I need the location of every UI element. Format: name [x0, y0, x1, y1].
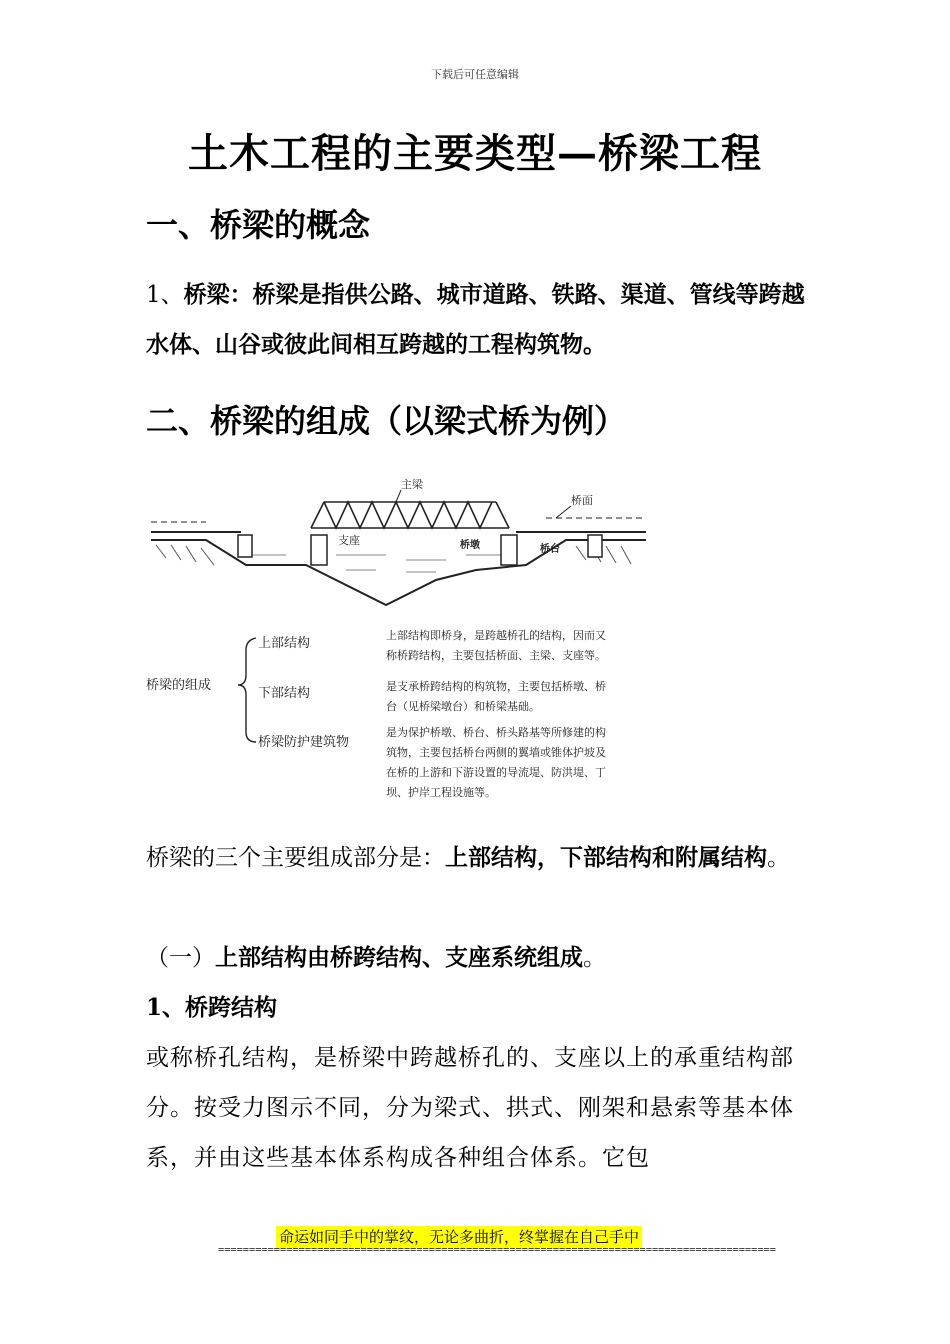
components-paragraph	[146, 833, 811, 883]
section1-heading: 一、桥梁的概念	[146, 206, 371, 244]
definition-paragraph	[146, 270, 811, 370]
subsection1-prefix: （一）	[146, 945, 215, 971]
definition-text: 桥梁：桥梁是指供公路、城市道路、铁路、渠道、管线等跨越水体、山谷或彼此间相互跨越的工程构筑物。	[146, 281, 805, 358]
label-pier: 桥墩	[460, 540, 480, 551]
tree-desc-upper-1: 上部结构即桥身，是跨越桥孔的结构，因而又	[386, 629, 606, 642]
tree-desc-lower-1: 是支承桥跨结构的构筑物，主要包括桥墩、桥	[386, 680, 606, 693]
label-bearing: 支座	[338, 534, 360, 547]
label-main-beam: 主梁	[401, 478, 423, 491]
header-note: 下载后可任意编辑	[431, 68, 519, 81]
tree-branch-protection: 桥梁防护建筑物	[258, 735, 350, 750]
tree-desc-protection-2: 筑物，主要包括桥台两侧的翼墙或锥体护坡及	[386, 746, 606, 759]
footer-rule: ==========================================================================================	[218, 1244, 776, 1256]
page-title: 土木工程的主要类型—桥梁工程	[188, 130, 762, 177]
tree-root: 桥梁的组成	[146, 678, 212, 693]
components-bold: 上部结构，下部结构和附属结构	[445, 844, 767, 871]
tree-desc-lower-2: 台（见桥梁墩台）和桥梁基础。	[386, 700, 540, 713]
tree-desc-protection-4: 坝、护岸工程设施等。	[386, 786, 496, 799]
tree-branch-upper: 上部结构	[258, 636, 311, 651]
label-abutment: 桥台	[540, 544, 560, 555]
item1-heading: 1、桥跨结构	[146, 994, 278, 1021]
subsection1-suffix: 。	[583, 945, 606, 971]
bridge-diagram	[146, 470, 686, 810]
subsection1-heading	[146, 933, 811, 983]
tree-desc-protection-1: 是为保护桥墩、桥台、桥头路基等所修建的构	[386, 726, 606, 739]
definition-number: 1、	[146, 282, 184, 308]
tree-branch-lower: 下部结构	[258, 686, 311, 701]
subsection1-bold: 上部结构由桥跨结构、支座系统组成	[215, 944, 583, 971]
components-prefix: 桥梁的三个主要组成部分是：	[146, 845, 445, 871]
section2-heading: 二、桥梁的组成（以梁式桥为例）	[146, 402, 627, 440]
tree-desc-protection-3: 在桥的上游和下游设置的导流堤、防洪堤、丁	[386, 766, 606, 779]
footer-motto: 命运如同手中的掌纹，无论多曲折，终掌握在自己手中	[276, 1226, 642, 1248]
item1-text: 或称桥孔结构，是桥梁中跨越桥孔的、支座以上的承重结构部分。按受力图示不同，分为梁式、拱式、刚架和悬索等基本体系，并由这些基本体系构成各种组合体系。它包	[146, 1045, 794, 1171]
label-deck: 桥面	[571, 494, 593, 507]
tree-desc-upper-2: 称桥跨结构，主要包括桥面、主梁、支座等。	[386, 649, 606, 662]
components-suffix: 。	[767, 845, 790, 871]
